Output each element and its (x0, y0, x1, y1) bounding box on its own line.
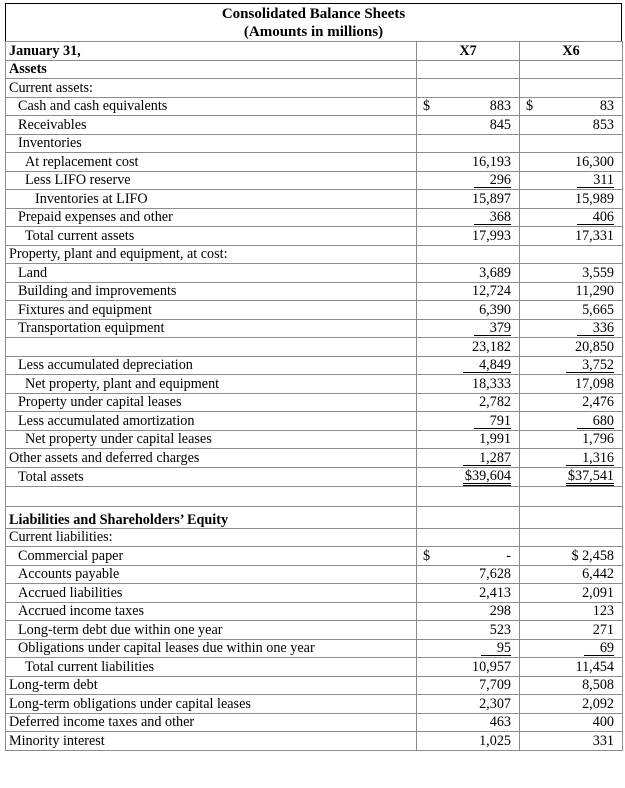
column-header-x6: X6 (520, 42, 623, 61)
table-row (6, 245, 623, 264)
amount: $39,604 (464, 467, 511, 484)
amount: 680 (577, 414, 614, 429)
amount: 311 (577, 173, 614, 188)
amount: 16,193 (471, 153, 511, 170)
value-x7 (417, 97, 520, 116)
table-row (6, 412, 623, 431)
amount: 95 (481, 641, 511, 656)
value-x6 (520, 430, 623, 449)
row-label: Deferred income taxes and other (6, 713, 417, 732)
table-row (6, 190, 623, 209)
table-row (6, 732, 623, 751)
value-x6 (520, 245, 623, 264)
amount: 3,689 (479, 264, 511, 281)
column-header-x7: X7 (417, 42, 520, 61)
balance-table (5, 41, 623, 751)
value-x6 (520, 208, 623, 227)
row-label: Land (6, 264, 417, 283)
value-x6 (520, 506, 623, 528)
table-row (6, 227, 623, 246)
row-label: Accounts payable (6, 565, 417, 584)
amount: 1,025 (479, 732, 511, 749)
value-x7 (417, 116, 520, 135)
value-x6 (520, 79, 623, 98)
row-label: Net property, plant and equipment (6, 375, 417, 394)
value-x6 (520, 319, 623, 338)
value-x7 (417, 430, 520, 449)
value-x6 (520, 713, 623, 732)
row-label: Long-term obligations under capital leases (6, 695, 417, 714)
value-x6 (520, 676, 623, 695)
value-x7 (417, 658, 520, 677)
value-x7 (417, 467, 520, 486)
amount: 2,307 (479, 695, 511, 712)
value-x7 (417, 695, 520, 714)
table-row (6, 658, 623, 677)
value-x7 (417, 245, 520, 264)
row-label: Other assets and deferred charges (6, 449, 417, 468)
amount: 6,390 (479, 301, 511, 318)
row-label: Total assets (6, 467, 417, 486)
row-label: Building and improvements (6, 282, 417, 301)
value-x6 (520, 375, 623, 394)
amount: 1,991 (479, 431, 511, 448)
amount: 845 (489, 116, 511, 133)
value-x7 (417, 227, 520, 246)
table-row (6, 264, 623, 283)
value-x7 (417, 153, 520, 172)
amount: 123 (592, 603, 614, 620)
row-label: Liabilities and Shareholders’ Equity (6, 506, 417, 528)
value-x7 (417, 375, 520, 394)
title-line-1: Consolidated Balance Sheets (221, 6, 406, 22)
row-label: Property under capital leases (6, 393, 417, 412)
row-label: At replacement cost (6, 153, 417, 172)
row-label: Total current assets (6, 227, 417, 246)
amount: 11,454 (575, 658, 614, 675)
row-label: Commercial paper (6, 547, 417, 566)
amount: 2,476 (582, 394, 614, 411)
value-x6 (520, 412, 623, 431)
row-label: Less accumulated depreciation (6, 356, 417, 375)
value-x6 (520, 338, 623, 357)
value-x6 (520, 528, 623, 547)
value-x7 (417, 338, 520, 357)
amount: 296 (474, 173, 511, 188)
amount: 69 (584, 641, 614, 656)
value-x7 (417, 547, 520, 566)
amount: 12,724 (471, 283, 511, 300)
currency-sign: $ (526, 98, 534, 115)
table-row (6, 97, 623, 116)
table-row (6, 79, 623, 98)
table-row (6, 116, 623, 135)
header-row (6, 42, 623, 61)
amount: $ 2,458 (571, 547, 614, 564)
table-row (6, 621, 623, 640)
value-x6 (520, 171, 623, 190)
title-line-2: (Amounts in millions) (243, 24, 384, 40)
amount: 16,300 (574, 153, 614, 170)
row-label: Prepaid expenses and other (6, 208, 417, 227)
value-x6 (520, 467, 623, 486)
table-row (6, 319, 623, 338)
value-x7 (417, 282, 520, 301)
table-row (6, 60, 623, 79)
date-label: January 31, (6, 42, 417, 61)
row-label: Accrued liabilities (6, 584, 417, 603)
value-x6 (520, 584, 623, 603)
table-row (6, 676, 623, 695)
amount: 379 (474, 321, 511, 336)
row-label: Transportation equipment (6, 319, 417, 338)
table-row (6, 449, 623, 468)
amount: 298 (489, 603, 511, 620)
table-row (6, 565, 623, 584)
row-label: Minority interest (6, 732, 417, 751)
table-row (6, 547, 623, 566)
value-x7 (417, 528, 520, 547)
amount: 3,559 (582, 264, 614, 281)
currency-sign: $ (423, 98, 431, 115)
value-x7 (417, 393, 520, 412)
table-row (6, 375, 623, 394)
value-x7 (417, 134, 520, 153)
value-x6 (520, 356, 623, 375)
value-x7 (417, 60, 520, 79)
value-x6 (520, 639, 623, 658)
table-row (6, 171, 623, 190)
value-x7 (417, 506, 520, 528)
value-x6 (520, 565, 623, 584)
value-x7 (417, 713, 520, 732)
table-row (6, 282, 623, 301)
value-x7 (417, 602, 520, 621)
value-x7 (417, 319, 520, 338)
amount: 7,628 (479, 566, 511, 583)
balance-sheet (5, 3, 622, 751)
value-x7 (417, 264, 520, 283)
value-x7 (417, 732, 520, 751)
table-row (6, 338, 623, 357)
amount: 3,752 (566, 358, 614, 373)
value-x7 (417, 190, 520, 209)
amount: - (506, 547, 511, 564)
table-row (6, 695, 623, 714)
table-row (6, 153, 623, 172)
amount: 2,091 (582, 584, 614, 601)
row-label: Current liabilities: (6, 528, 417, 547)
amount: 4,849 (463, 358, 511, 373)
amount: $37,541 (567, 467, 614, 484)
amount: 17,993 (471, 227, 511, 244)
amount: 7,709 (479, 677, 511, 694)
value-x6 (520, 658, 623, 677)
amount: 15,989 (574, 190, 614, 207)
amount: 791 (474, 414, 511, 429)
amount: 17,331 (574, 227, 614, 244)
table-row (6, 639, 623, 658)
amount: 331 (592, 732, 614, 749)
table-row (6, 393, 623, 412)
value-x6 (520, 393, 623, 412)
amount: 2,413 (479, 584, 511, 601)
amount: 17,098 (574, 375, 614, 392)
value-x6 (520, 97, 623, 116)
amount: 2,092 (582, 695, 614, 712)
value-x7 (417, 171, 520, 190)
amount: 853 (592, 116, 614, 133)
value-x7 (417, 486, 520, 506)
amount: 20,850 (574, 338, 614, 355)
amount: 883 (489, 98, 511, 115)
table-row (6, 506, 623, 528)
value-x6 (520, 547, 623, 566)
value-x6 (520, 732, 623, 751)
row-label (6, 486, 417, 506)
row-label: Less accumulated amortization (6, 412, 417, 431)
value-x6 (520, 153, 623, 172)
amount: 1,316 (566, 451, 614, 466)
value-x7 (417, 584, 520, 603)
value-x6 (520, 486, 623, 506)
value-x7 (417, 639, 520, 658)
value-x7 (417, 449, 520, 468)
value-x6 (520, 134, 623, 153)
amount: 523 (489, 621, 511, 638)
value-x6 (520, 695, 623, 714)
row-label: Fixtures and equipment (6, 301, 417, 320)
amount: 8,508 (582, 677, 614, 694)
row-label: Property, plant and equipment, at cost: (6, 245, 417, 264)
amount: 2,782 (479, 394, 511, 411)
value-x6 (520, 116, 623, 135)
amount: 400 (592, 714, 614, 731)
amount: 336 (577, 321, 614, 336)
value-x6 (520, 602, 623, 621)
row-label: Net property under capital leases (6, 430, 417, 449)
table-row (6, 134, 623, 153)
value-x6 (520, 227, 623, 246)
table-row (6, 301, 623, 320)
amount: 1,796 (582, 431, 614, 448)
table-row (6, 528, 623, 547)
amount: 463 (489, 714, 511, 731)
value-x7 (417, 208, 520, 227)
row-label: Long-term debt due within one year (6, 621, 417, 640)
amount: 23,182 (471, 338, 511, 355)
row-label: Receivables (6, 116, 417, 135)
table-row (6, 467, 623, 486)
value-x6 (520, 190, 623, 209)
row-label: Assets (6, 60, 417, 79)
table-row (6, 356, 623, 375)
row-label: Accrued income taxes (6, 602, 417, 621)
value-x7 (417, 301, 520, 320)
row-label: Long-term debt (6, 676, 417, 695)
amount: 368 (474, 210, 511, 225)
amount: 18,333 (471, 375, 511, 392)
amount: 11,290 (575, 283, 614, 300)
value-x6 (520, 301, 623, 320)
row-label: Current assets: (6, 79, 417, 98)
table-row (6, 584, 623, 603)
row-label: Total current liabilities (6, 658, 417, 677)
table-row (6, 713, 623, 732)
table-row (6, 602, 623, 621)
value-x6 (520, 264, 623, 283)
value-x7 (417, 79, 520, 98)
table-row (6, 430, 623, 449)
value-x7 (417, 565, 520, 584)
row-label: Obligations under capital leases due within one year (6, 639, 417, 658)
value-x6 (520, 282, 623, 301)
currency-sign: $ (423, 547, 431, 564)
amount: 15,897 (471, 190, 511, 207)
row-label: Less LIFO reserve (6, 171, 417, 190)
row-label: Cash and cash equivalents (6, 97, 417, 116)
amount: 10,957 (471, 658, 511, 675)
value-x7 (417, 676, 520, 695)
sheet-title (5, 3, 622, 41)
value-x6 (520, 449, 623, 468)
row-label: Inventories at LIFO (6, 190, 417, 209)
amount: 6,442 (582, 566, 614, 583)
amount: 406 (577, 210, 614, 225)
value-x6 (520, 621, 623, 640)
value-x7 (417, 412, 520, 431)
amount: 271 (592, 621, 614, 638)
amount: 83 (599, 98, 614, 115)
value-x7 (417, 621, 520, 640)
table-row (6, 486, 623, 506)
amount: 5,665 (582, 301, 614, 318)
row-label: Inventories (6, 134, 417, 153)
table-row (6, 208, 623, 227)
amount: 1,287 (463, 451, 511, 466)
value-x6 (520, 60, 623, 79)
value-x7 (417, 356, 520, 375)
row-label (6, 338, 417, 357)
